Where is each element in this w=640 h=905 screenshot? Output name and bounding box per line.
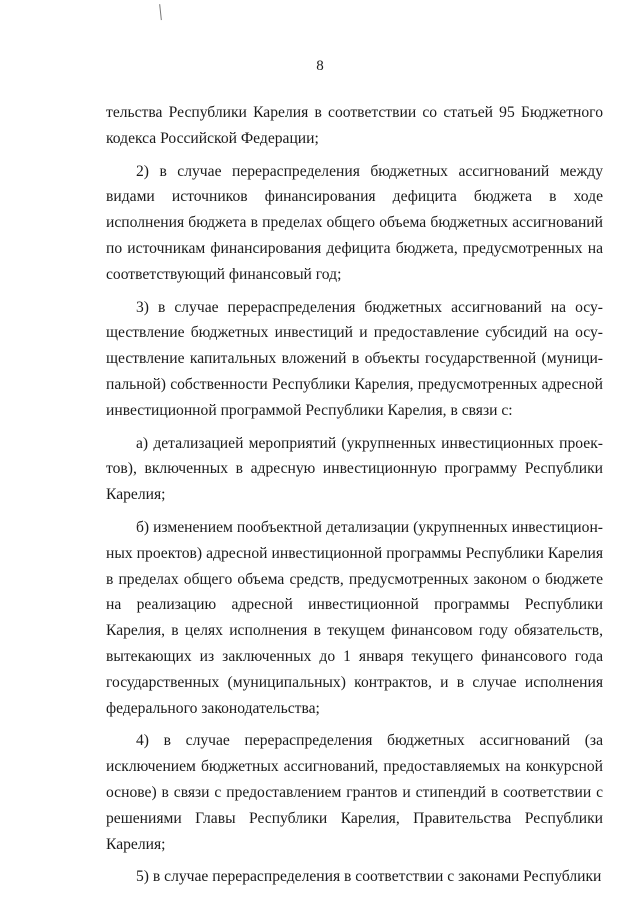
page-number: 8 [316, 58, 324, 74]
paragraph-item-3: 3) в случае перераспределения бюджетных ассигнований на осуществление бюджетных инвестиций и предоставление субсидий на осуществление капитальных вложений в объекты государственной (муниципальной) собственности Республики Карелия, предусмотренных адресной инвестиционной программой Республики Карелия, в связи с: [106, 298, 603, 419]
paragraph-item-2: 2) в случае перераспределения бюджетных ассигнований между видами источников финансирования дефицита бюджета в ходе исполнения бюджета в пределах общего объема бюджетных ассигнований по источникам финансирования дефицита бюджета, предусмотренных на соответствующий финансовый год; [106, 162, 603, 283]
scan-artifact-mark [159, 4, 164, 20]
paragraph-continuation: тельства Республики Карелия в соответствии со статьей 95 Бюджетного кодекса Российской Федерации; [106, 104, 603, 147]
paragraph-item-5: 5) в случае перераспределения в соответствии с законами Республики [136, 868, 602, 886]
paragraph-subitem-b: б) изменением пообъектной детализации (укрупненных инвестиционных проектов) адресной инвестиционной программы Республики Карелия в пределах общего объема средств, предусмотренных законом о бюджете на реализацию адресной инвестиционной программы Республики Карелия, в целях исполнения в текущем финансовом году обязательств, вытекающих из заключенных до 1 января текущего финансового года государственных (муниципальных) контрактов, и в случае исполнения федерального законодательства; [106, 518, 603, 717]
paragraph-item-4: 4) в случае перераспределения бюджетных ассигнований (за исключением бюджетных ассигнований, предоставляемых на конкурсной основе) в связи с предоставлением грантов и стипендий в соответствии с решениями Главы Республики Карелия, Правительства Республики Карелия; [106, 732, 603, 853]
paragraph-subitem-a: а) детализацией мероприятий (укрупненных инвестиционных проектов), включенных в адресную инвестиционную программу Республики Карелия; [106, 434, 603, 504]
document-body [106, 100, 603, 897]
